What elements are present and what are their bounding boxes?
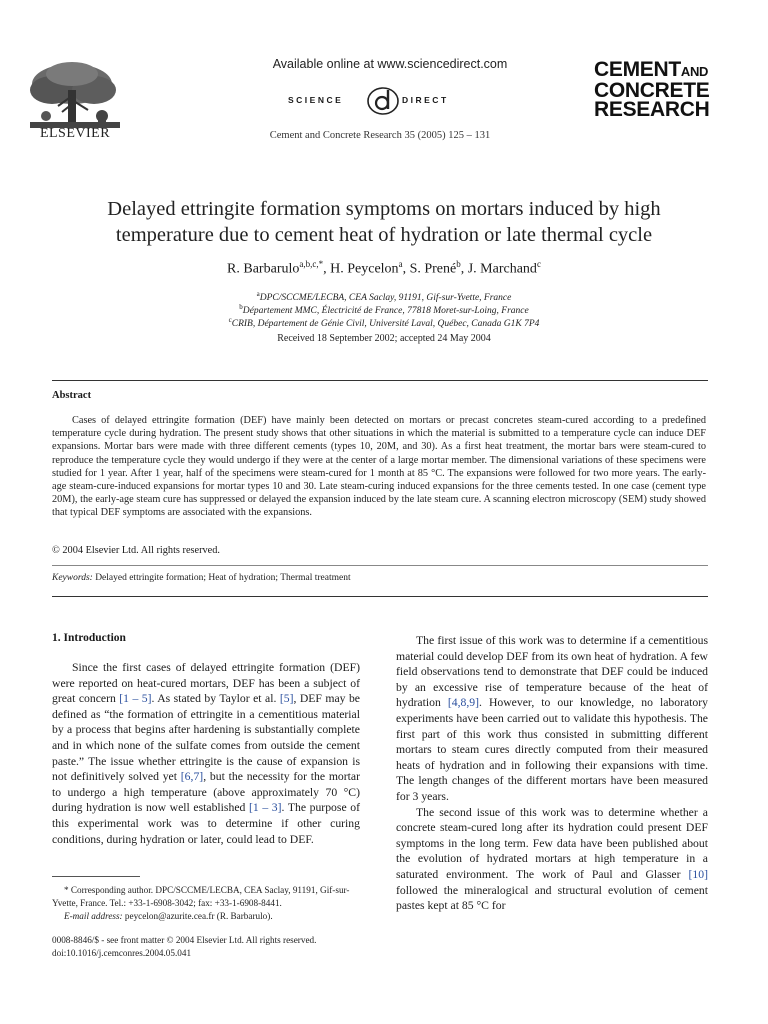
divider-keywords [52, 565, 708, 566]
author-superscript: c [536, 259, 541, 269]
paragraph-text: , DEF may be defined as “the formation of ettringite in a cementitious material by a process that begins after hardening is substantially complete and in which none of the sulfate comes from outside the cement paste.” The issue whether ettringite is the cause of expansion is not definitively solved yet [52, 692, 360, 784]
affiliation-c [60, 316, 708, 329]
affiliation-text: CRIB, Département de Génie Civil, Université Laval, Québec, Canada G1K 7P4 [231, 319, 540, 330]
author-superscript: b [456, 259, 461, 269]
citation-link[interactable]: [1 – 5] [119, 692, 152, 706]
abstract-text: Cases of delayed ettringite formation (DEF) have mainly been detected on mortars or precast concretes steam-cured according to a predefined temperature cycle during hydration. The present study shows that other situations in which the material is submitted to a temperature cycle can induce DEF expansions. Mortar bars were made with three different cements (types 10, 20M, and 30). As a first heat treatment, the mortar bars were steam-cured to reproduce the temperature cycle they would undergo if they were at the center of a large mortar member. The dimensional variations of these specimens were studied for 1 year. After 1 year, half of the specimens were steam-cured for 1 month at 85 °C. The expansions were followed for two more years. The early-age steam-cure-induced expansions for mortar types 10 and 30. Late steam-curing induced expansions for the three cements tested. In one case (cement type 20M), the early-age steam cure has suppressed or delayed the expansion induced by the late steam cure. A scanning electron microscopy (SEM) study showed that typical DEF symptoms are associated with the expansions. [52, 415, 706, 519]
paragraph-text: Since the first cases of delayed ettringite formation (DEF) were reported on heat-cured mortars, DEF has been a subject of great concern [52, 661, 360, 706]
author-name: S. Prené [409, 261, 457, 277]
footnote [52, 884, 362, 923]
abstract-heading: Abstract [52, 390, 92, 401]
citation-link[interactable]: [6,7] [180, 770, 204, 784]
keywords [52, 573, 351, 583]
abstract-copyright: © 2004 Elsevier Ltd. All rights reserved. [52, 545, 220, 556]
paragraph-text: . The purpose of this experimental work was to determine if other curing conditions, during hydration or later, could lead to DEF. [52, 801, 360, 846]
divider-bottom [52, 596, 708, 597]
keywords-list: Delayed ettringite formation; Heat of hydration; Thermal treatment [95, 573, 351, 583]
paragraph [396, 633, 708, 805]
issn-block [52, 934, 362, 960]
section-heading: 1. Introduction [52, 632, 126, 644]
article-title: Delayed ettringite formation symptoms on mortars induced by high temperature due to cement heat of hydration or late thermal cycle [107, 198, 661, 246]
left-column [52, 660, 360, 847]
paragraph-text: followed the mineralogical and structural evolution of cement pastes kept at 85 °C for [396, 883, 708, 913]
received-dates: Received 18 September 2002; accepted 24 May 2004 [277, 333, 491, 344]
journal-logo-and: AND [680, 64, 709, 79]
author-superscript: a [398, 259, 403, 269]
doi-line[interactable]: doi:10.1016/j.cemconres.2004.05.041 [52, 948, 192, 958]
affiliation-marker: b [239, 303, 243, 311]
affiliation-marker: c [228, 316, 232, 324]
issn-line: 0008-8846/$ - see front matter © 2004 Elsevier Ltd. All rights reserved. [52, 935, 317, 945]
publisher-name: ELSEVIER [39, 126, 111, 141]
paragraph [52, 660, 360, 847]
sciencedirect-logo [280, 86, 480, 116]
author-name: J. Marchand [467, 261, 537, 277]
corresponding-author-note: * Corresponding author. DPC/SCCME/LECBA, CEA Saclay, 91191, Gif-sur-Yvette, France. Tel.: +33-1-6908-3042; fax: +33-1-6908-8441. [52, 885, 350, 908]
paragraph-text: The first issue of this work was to determine if a cementitious material could develop DEF from its own heat of hydration. A few field observations tend to demonstrate that DEF could be induced by an excessive rise of temperature because of the heat of hydration [396, 634, 708, 710]
citation-link[interactable]: [4,8,9] [447, 696, 479, 710]
affiliation-b [60, 303, 708, 316]
citation-link[interactable]: [10] [688, 867, 708, 881]
affiliation-text: DPC/SCCME/LECBA, CEA Saclay, 91191, Gif-sur-Yvette, France [259, 293, 512, 304]
journal-logo-cement: CEMENT [594, 58, 681, 81]
keywords-label: Keywords: [52, 573, 93, 583]
footnote-rule [52, 876, 140, 877]
affiliation-a [60, 290, 708, 303]
author-list: R. Barbarulo$^{a,b,c,*}$, H. Peycelon$^a$, S. Prené$^b$, J. Marchand$^c$ [227, 259, 541, 277]
sciencedirect-left-word: SCIENCE [288, 95, 344, 105]
right-column [396, 633, 708, 914]
author-superscript: a,b,c,* [299, 259, 324, 269]
divider-top [52, 380, 708, 381]
author-name: R. Barbarulo [227, 261, 300, 277]
journal-citation: Cement and Concrete Research 35 (2005) 125 – 131 [269, 130, 491, 141]
paragraph-text: The second issue of this work was to determine whether a concrete steam-cured long after its hydration could present DEF symptoms in the long term. Few data have been published about the evolution of hydrated mortars at high temperature in a saturated environment. The work of Paul and Glasser [396, 805, 708, 881]
paragraph [396, 805, 708, 914]
affiliation-text: Département MMC, Électricité de France, 77818 Moret-sur-Loing, France [242, 306, 529, 317]
sciencedirect-right-word: DIRECT [402, 95, 449, 105]
paragraph-text: . However, to our knowledge, no laboratory experiments have been carried out to validate this hypothesis. The first part of this work thus consisted in submitting different mortars to steam cures directly computed from their measured heats of hydration and in following their expansions with time. The length changes of the different mortars have been measured for 3 years. [396, 696, 708, 803]
paragraph-text: . As stated by Taylor et al. [151, 692, 280, 706]
available-online-text[interactable]: Available online at www.sciencedirect.com [272, 57, 508, 71]
email-address[interactable]: peycelon@azurite.cea.fr (R. Barbarulo). [124, 911, 273, 921]
citation-link[interactable]: [5] [279, 692, 294, 706]
email-label: E-mail address: [64, 911, 123, 921]
journal-logo [594, 60, 734, 119]
affiliation-marker: a [256, 290, 260, 298]
paragraph-text: , but the necessity for the mortar to undergo a high temperature (above approximately 70 °C) during hydration is now well established [52, 770, 360, 815]
sciencedirect-at-icon [366, 86, 400, 116]
author-name: H. Peycelon [330, 261, 399, 277]
citation-link[interactable]: [1 – 3] [248, 801, 282, 815]
journal-logo-concrete: CONCRETE [594, 79, 710, 102]
journal-logo-research: RESEARCH [594, 98, 710, 121]
